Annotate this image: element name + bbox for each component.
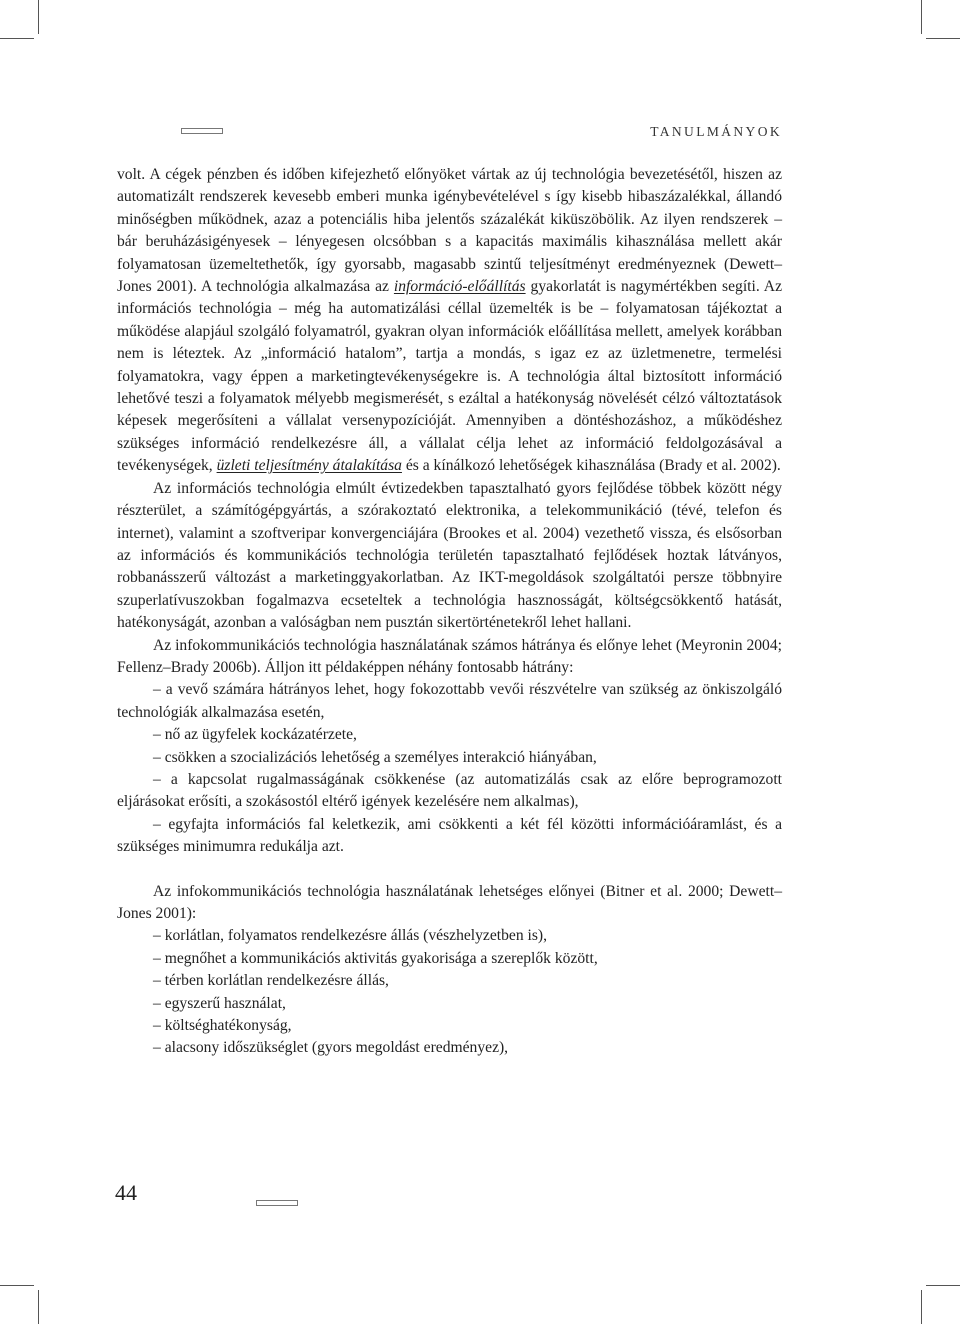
paragraph-1-text-a: volt. A cégek pénzben és időben kifejezhető előnyöket vártak az új technológia bevezetésétől, hiszen az automatizált rendszerek kevesebb emberi munka igénybevételével s így kisebb hibaszázalékkal, állandó minőségben működnek, azaz a potenciális hiba jelentős százalékát kiküszöbölik. Az ilyen rendszerek – bár beruházásigényesek – lényegesen olcsóbban s a kapacitás maximális kihasználása mellett akár folyamatosan üzemeltethetők, így gyorsabb, magasabb szintű teljesítményt eredményeznek (Dewett–Jones 2001). A technológia alkalmazása az: [117, 166, 782, 296]
crop-mark: [0, 1285, 34, 1286]
running-head: TANULMÁNYOK: [650, 124, 782, 139]
paragraph-4: Az infokommunikációs technológia használatának lehetséges előnyei (Bitner et al. 2000; Dewett–Jones 2001):: [117, 882, 782, 922]
paragraph-2: Az információs technológia elmúlt évtizedekben tapasztalható gyors fejlődése többek között négy részterület, a számítógépgyártás, a szórakoztató elektronika, a telekommunikáció (tévé, telefon és internet), valamint a szoftveripar konvergenciájára (Brookes et al. 2004) vezethető vissza, és elsősorban az információs és kommunikációs technológia területén tapasztalható fejlődések hoztak látványos, robbanásszerű változást a marketinggyakorlatban. Az IKT-megoldások szolgáltatói persze többnyire szuperlatívuszokban fogalmazva ecseteltek a technológia hasznosságát, költségcsökkentő hatását, hatékonyságát, azonban a valóságban nem pusztán sikertörténetekről lehet hallani.: [117, 479, 782, 632]
crop-mark: [926, 1285, 960, 1286]
paragraph-3: Az infokommunikációs technológia használatának számos hátránya és előnye lehet (Meyronin 2004; Fellenz–Brady 2006b). Álljon itt példaképpen néhány fontosabb hátrány:: [117, 636, 782, 676]
list-item: – alacsony időszükséglet (gyors megoldást eredményez),: [153, 1039, 509, 1057]
crop-mark: [0, 38, 34, 39]
list-item: – költséghatékonyság,: [153, 1017, 292, 1035]
list-item: – térben korlátlan rendelkezésre állás,: [153, 972, 389, 990]
list-item: – a kapcsolat rugalmasságának csökkenése (az automatizálás csak az előre beprogramozott eljárásokat erősíti, a szokásostól eltérő igények kezelésére nem alkalmas),: [117, 770, 782, 811]
crop-mark: [38, 0, 39, 34]
list-item: – egyfajta információs fal keletkezik, ami csökkenti a két fél közötti információáramlást, és a szükséges minimumra redukálja azt.: [117, 815, 782, 856]
crop-mark: [38, 1290, 39, 1324]
crop-mark: [921, 1290, 922, 1324]
article-body: [117, 164, 782, 1060]
header-ornament: [181, 128, 223, 134]
list-item: – nő az ügyfelek kockázatérzete,: [153, 726, 357, 744]
list-item: – megnőhet a kommunikációs aktivitás gyakorisága a szereplők között,: [153, 949, 598, 967]
list-item: – csökken a szocializációs lehetőség a személyes interakció hiányában,: [153, 748, 597, 766]
paragraph-1-text-c: és a kínálkozó lehetőségek kihasználása (Brady et al. 2002).: [401, 457, 781, 475]
paragraph-1: [117, 164, 782, 478]
list-item: – egyszerű használat,: [153, 994, 286, 1012]
list-item: – korlátlan, folyamatos rendelkezésre állás (vészhelyzetben is),: [153, 927, 548, 945]
crop-mark: [921, 0, 922, 34]
paragraph-1-text-b: gyakorlatát is nagymértékben segíti. Az információs technológia – még ha automatizálási céllal üzemelték is be – folyamatosan tájékoztat a működése alapjául szolgáló folyamatról, gyakran olyan információk előállítása mellett, amelyek korábban nem is léteztek. Az „információ hatalom”, tartja a mondás, s igaz ez az üzletmenetre, termelési folyamatokra, vagy éppen a marketingtevékenységekre is. A technológia által biztosított információ lehetővé teszi a folyamatok mélyebb megismerését, s ezáltal a hatékonyság növelését célzó változtatások képesek megerősíteni a vállalat versenypozícióját. Amennyiben a döntéshozáshoz, a működéshez szükséges információ rendelkezésre áll, a vállalat célja lehet az információ feldolgozásával a tevékenységek,: [117, 278, 782, 475]
emphasis-information-production: információ-előállítás: [393, 278, 526, 296]
crop-mark: [926, 38, 960, 39]
emphasis-business-performance: üzleti teljesítmény átalakítása: [216, 457, 402, 475]
list-item: – a vevő számára hátrányos lehet, hogy fokozottabb vevői részvételre van szükség az önkiszolgáló technológiák alkalmazása esetén,: [117, 681, 782, 721]
footer-ornament: [256, 1200, 298, 1206]
page-number: 44: [115, 1180, 137, 1205]
